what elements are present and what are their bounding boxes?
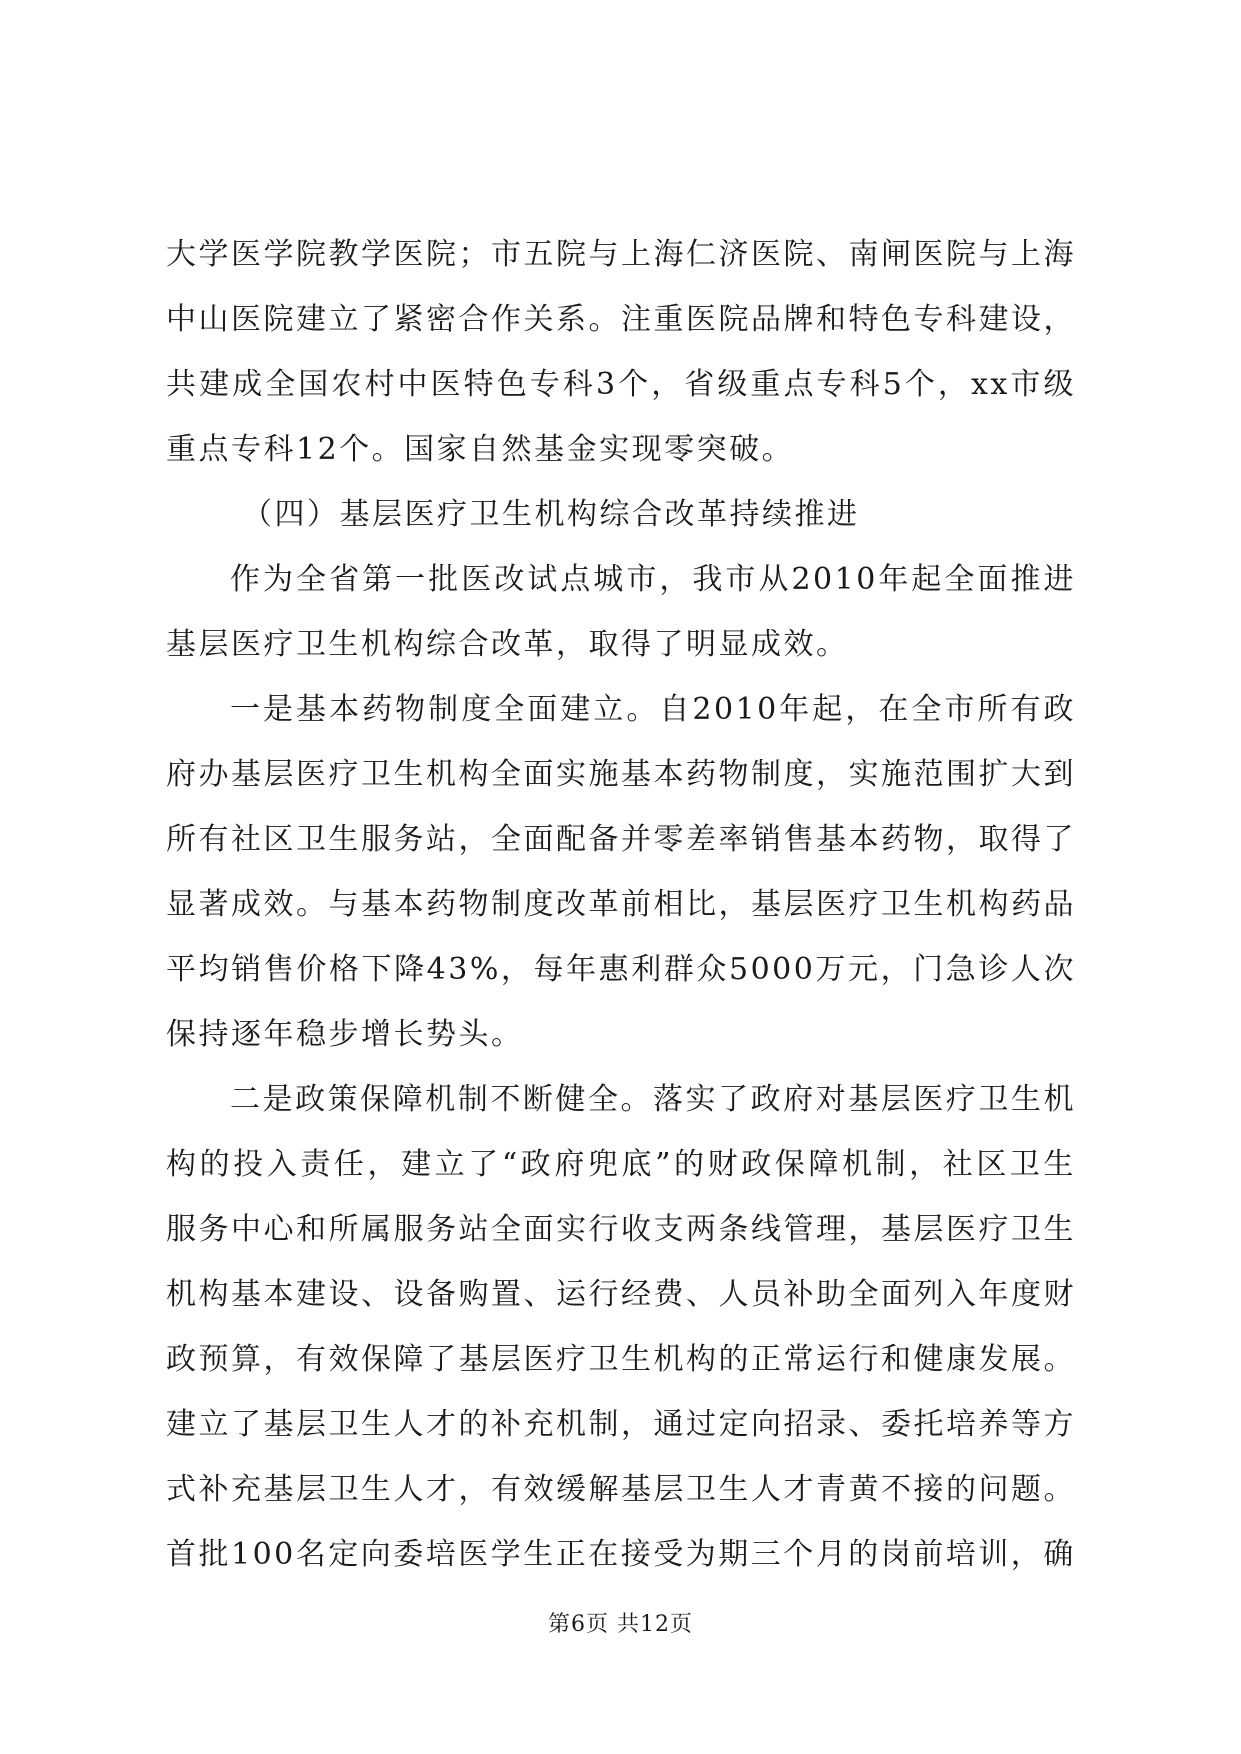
page-footer: 第6页 共12页: [548, 1612, 693, 1637]
paragraph-point-one: 一是基本药物制度全面建立。自2010年起，在全市所有政府办基层医疗卫生机构全面实施基本药物制度，实施范围扩大到所有社区卫生服务站，全面配备并零差率销售基本药物，取得了显著成效。与基本药物制度改革前相比，基层医疗卫生机构药品平均销售价格下降43%，每年惠利群众5000万元，门急诊人次保持逐年稳步增长势头。: [166, 692, 1076, 1052]
paragraph-continuation: 大学医学院教学医院；市五院与上海仁济医院、南闸医院与上海中山医院建立了紧密合作关系。注重医院品牌和特色专科建设，共建成全国农村中医特色专科3个，省级重点专科5个，xx市级重点专科12个。国家自然基金实现零突破。: [166, 237, 1076, 467]
section-heading: （四）基层医疗卫生机构综合改革持续推进: [242, 497, 860, 532]
paragraph-point-two: 二是政策保障机制不断健全。落实了政府对基层医疗卫生机构的投入责任，建立了“政府兜底”的财政保障机制，社区卫生服务中心和所属服务站全面实行收支两条线管理，基层医疗卫生机构基本建设、设备购置、运行经费、人员补助全面列入年度财政预算，有效保障了基层医疗卫生机构的正常运行和健康发展。建立了基层卫生人才的补充机制，通过定向招录、委托培养等方式补充基层卫生人才，有效缓解基层卫生人才青黄不接的问题。首批100名定向委培医学生正在接受为期三个月的岗前培训，确: [166, 1082, 1076, 1572]
paragraph-intro: 作为全省第一批医改试点城市，我市从2010年起全面推进基层医疗卫生机构综合改革，取得了明显成效。: [166, 562, 1076, 662]
document-body: [166, 222, 1076, 1587]
